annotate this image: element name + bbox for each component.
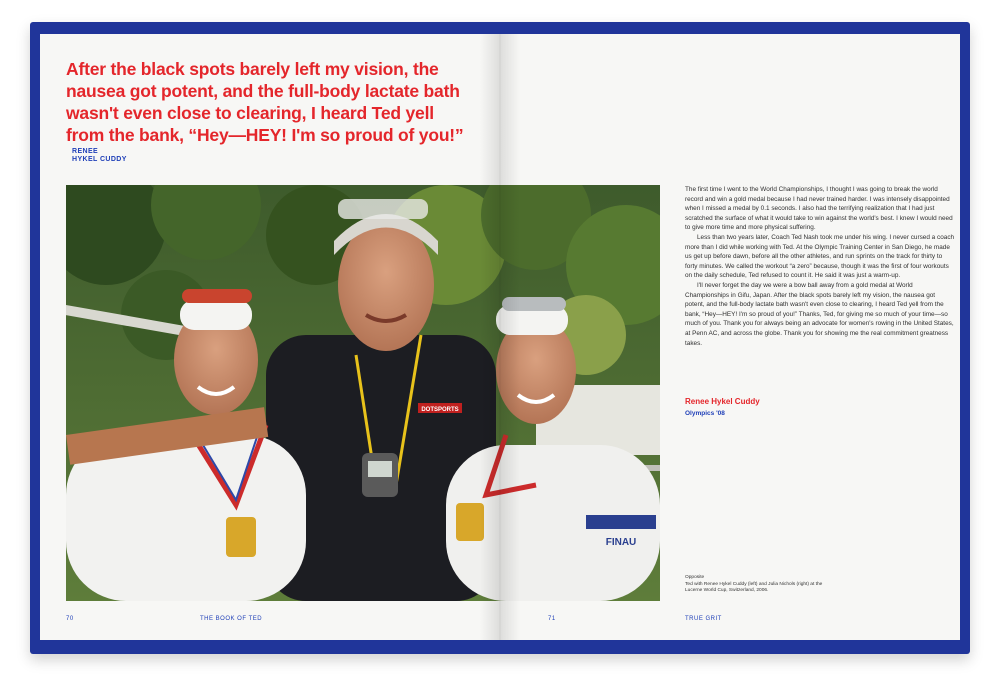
pull-quote [66, 58, 466, 168]
article-paragraph: The first time I went to the World Championships, I thought I was going to break the world record and win a gold medal because I had never trained harder. I was intensely disappointed when I missed a medal by 0.1 seconds. I also had the terrifying realization that I had just scratched the surface of what it would take to win against the world's best. I knew I would need to give more time and more physical suffering. [685, 186, 953, 232]
right-page-number: 71 [548, 616, 556, 622]
caption-text: Ted with Renee Hykel Cuddy (left) and Julia Nichols (right) at the Lucerne World Cup, Switzerland, 2006. [685, 581, 823, 594]
left-running-title: THE BOOK OF TED [200, 616, 263, 622]
photo-caption [685, 575, 835, 595]
photo-illustration [66, 185, 660, 601]
quote-attribution: RENEE HYKEL CUDDY [72, 148, 127, 163]
article-paragraph: I'll never forget the day we were a bow ball away from a gold medal at World Championships in Gifu, Japan. After the black spots barely left my vision, the nausea got potent, and the full-body lactate bath wasn't even close to clearing, I heard Ted yell from the bank, “Hey—HEY! I'm so proud of you!” Thanks, Ted, for giving me so much of your time—so much of you. Thank you for always being an advocate for women's rowing in the United States, at Penn AC, and across the globe. Thank you for showing me the real commitment greatness takes. [685, 281, 954, 347]
shirt-logo: DOTSPORTS [421, 407, 459, 413]
pull-quote-text: After the black spots barely left my vision, the nausea got potent, and the full-body lactate bath wasn't even close to clearing, I heard Ted yell from the bank, “Hey—HEY! I'm so proud of you!” [66, 59, 464, 145]
kit-text: FINAU [605, 537, 637, 548]
left-page-number: 70 [66, 616, 74, 622]
article-paragraph: Less than two years later, Coach Ted Nash took me under his wing. I never cursed a coach more than I did while working with Ted. At the Olympic Training Center in San Diego, he made us get up before dawn, before all the other athletes, and run sprints on the track for thirty to forty minutes. We called the workout “a zero” because, though it was the first of four workouts on the daily schedule, Ted refused to count it. He said it was just a warm-up. [685, 233, 955, 280]
right-running-title: TRUE GRIT [685, 616, 722, 622]
team-photo [66, 185, 660, 601]
article-body [685, 185, 955, 348]
signature-name: Renee Hykel Cuddy [685, 397, 760, 406]
signature-role: Olympics '08 [685, 410, 725, 417]
caption-label: Opposite [685, 575, 705, 580]
